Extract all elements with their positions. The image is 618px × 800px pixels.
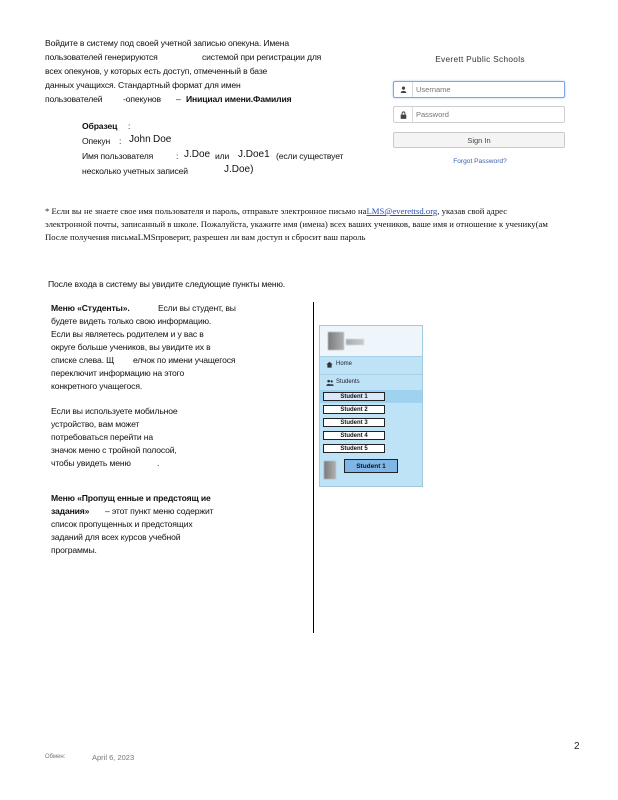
sample-note-end: несколько учетных записей: [82, 166, 188, 176]
sample-username-label: Имя пользователя: [82, 151, 154, 161]
username-format: Инициал имени.Фамилия: [186, 94, 292, 104]
sample-guardian-colon: :: [119, 136, 122, 146]
nav-students-label: Students: [336, 379, 360, 385]
students-menu-title: Меню «Студенты».: [51, 303, 130, 313]
sample-note-start: (если существует: [276, 151, 344, 161]
students-line-5b: елчок по имени учащегося: [133, 355, 236, 365]
notice-line-2: электронной почты, записанный в школе. Пожалуйста, укажите имя (имена) всех ваших учеников, ваше имя и отношение к ученику(ам: [45, 219, 548, 229]
nav-menu-screenshot: [319, 325, 423, 487]
nav-item-home[interactable]: [320, 356, 422, 371]
current-student-button[interactable]: Student 1: [344, 459, 398, 473]
sample-username-colon: :: [176, 151, 179, 161]
sign-in-button[interactable]: Sign In: [393, 132, 565, 148]
intro-line-5a: пользователей: [45, 94, 103, 104]
notice-line-3: После получения письмаLMSпроверит, разрешен ли вам доступ и сбросит ваш пароль: [45, 232, 366, 242]
missing-menu-title-2: задания»: [51, 506, 90, 516]
students-icon: [326, 379, 336, 386]
nav-home-label: Home: [336, 361, 353, 367]
sample-guardian-last: Doe: [153, 134, 172, 145]
missing-line-5: программы.: [51, 545, 97, 555]
students-line-5a: списке слева. Щ: [51, 355, 114, 365]
intro-line-5b: -опекунов: [123, 94, 161, 104]
mobile-line-3: потребоваться перейти на: [51, 432, 153, 442]
home-icon: [326, 361, 336, 368]
students-line-2: будете видеть только свою информацию.: [51, 316, 212, 326]
intro-line-5c: –: [176, 94, 181, 104]
sample-or: или: [215, 151, 230, 161]
username-field[interactable]: [393, 81, 565, 98]
password-field[interactable]: [393, 106, 565, 123]
notice-line-1a: * Если вы не знаете свое имя пользователя и пароль, отправьте электронное письмо на: [45, 206, 367, 216]
notice-line-1: [45, 206, 507, 217]
mobile-line-5a: чтобы увидеть меню: [51, 458, 131, 468]
students-line-3: Если вы являетесь родителем и у вас в: [51, 329, 204, 339]
student-item[interactable]: Student 3: [323, 418, 385, 427]
user-icon: [394, 82, 413, 97]
student-item[interactable]: Student 2: [323, 405, 385, 414]
student-item[interactable]: Student 4: [323, 431, 385, 440]
sample-colon: :: [128, 121, 131, 131]
school-name: Everett Public Schools: [435, 54, 525, 64]
student-item[interactable]: Student 5: [323, 444, 385, 453]
notice-line-1b: , указав свой адрес: [437, 206, 508, 216]
avatar: [328, 332, 344, 350]
missing-menu-title: Меню «Пропущ енные и предстоящ ие: [51, 493, 211, 503]
sample-title: Образец: [82, 121, 118, 131]
password-input[interactable]: [416, 108, 556, 121]
missing-line-4: заданий для всех курсов учебной: [51, 532, 181, 542]
after-login-text: После входа в систему вы увидите следующие пункты меню.: [48, 279, 286, 289]
mobile-line-5b: .: [157, 458, 160, 468]
sample-username-alt: J.Doe1: [238, 149, 270, 160]
nav-item-students[interactable]: [320, 374, 422, 389]
mobile-line-2: устройство, вам может: [51, 419, 140, 429]
student-item[interactable]: Student 1: [323, 392, 385, 401]
intro-line-1: Войдите в систему под своей учетной записью опекуна. Имена: [45, 38, 290, 48]
students-line-1b: Если вы студент, вы: [158, 303, 236, 313]
students-line-6: переключит информацию на этого: [51, 368, 185, 378]
sample-note-value: J.Doe): [224, 164, 254, 175]
mobile-line-1: Если вы используете мобильное: [51, 406, 178, 416]
missing-line-3: список пропущенных и предстоящих: [51, 519, 193, 529]
sample-guardian-label: Опекун: [82, 136, 111, 146]
page-number: 2: [574, 741, 580, 752]
current-student-avatar: [324, 461, 336, 479]
footer-date: April 6, 2023: [92, 753, 135, 762]
user-name-blur: [346, 339, 364, 345]
footer-label: Обмен:: [45, 754, 66, 760]
students-line-7: конкретного учащегося.: [51, 381, 143, 391]
missing-line-2b: – этот пункт меню содержит: [105, 506, 214, 516]
intro-line-2b: системой при регистрации для: [202, 52, 322, 62]
username-input[interactable]: [416, 83, 556, 96]
column-divider: [313, 302, 314, 633]
lock-icon: [394, 107, 413, 122]
sample-guardian-first: John: [129, 134, 151, 145]
intro-line-2a: пользователей генерируются: [45, 52, 158, 62]
students-line-4: округе больше учеников, вы увидите их в: [51, 342, 211, 352]
nav-header: [320, 326, 422, 356]
mobile-line-4: значок меню с тройной полосой,: [51, 445, 177, 455]
forgot-password-link[interactable]: Forgot Password?: [453, 158, 507, 165]
sample-username: J.Doe: [184, 149, 211, 160]
email-link[interactable]: LMS@everettsd.org: [366, 206, 438, 216]
intro-line-4: данных учащихся. Стандартный формат для имен: [45, 80, 241, 90]
intro-line-3: всех опекунов, у которых есть доступ, отмеченный в базе: [45, 66, 268, 76]
